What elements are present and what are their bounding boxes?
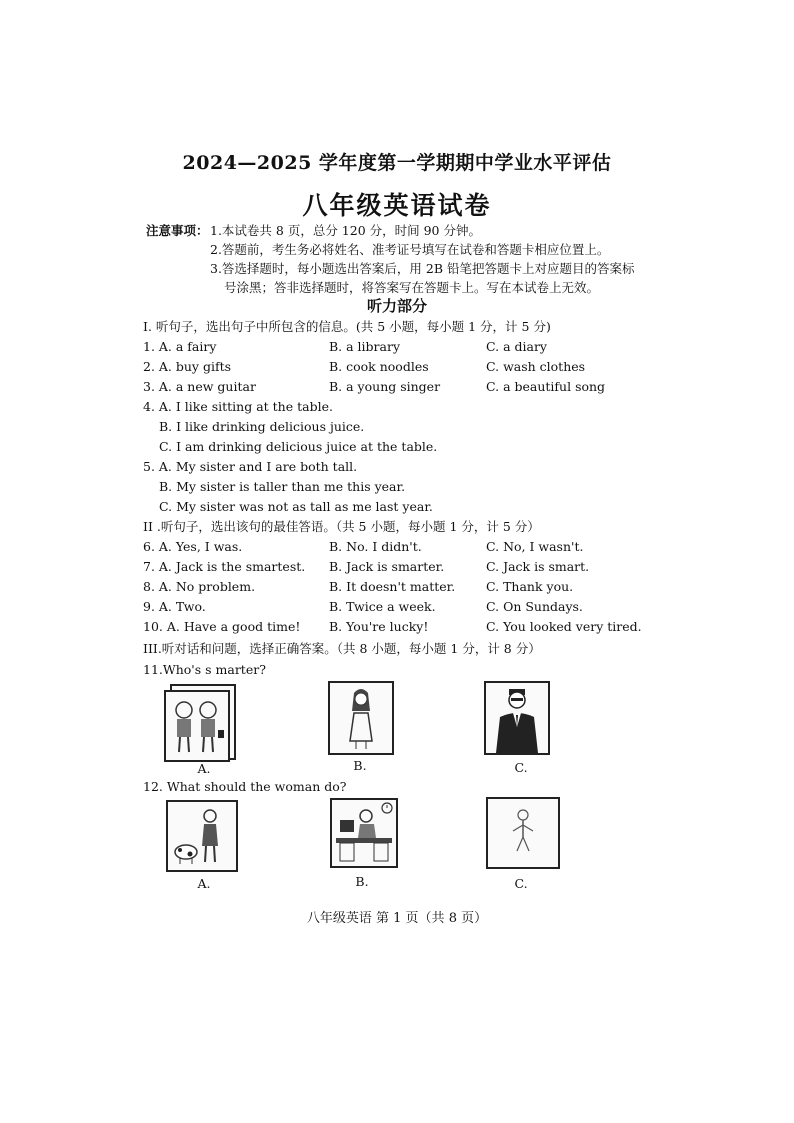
question-row xyxy=(143,357,663,377)
part1-section xyxy=(143,317,663,517)
option-a: 3. A. a new guitar xyxy=(143,379,256,394)
question-row xyxy=(143,337,663,357)
q12-label-a: A. xyxy=(197,876,211,891)
woman-with-dog-icon xyxy=(168,802,236,870)
option-c: C. Thank you. xyxy=(486,579,574,594)
option-a: 8. A. No problem. xyxy=(143,579,256,594)
option-a: 1. A. a fairy xyxy=(143,339,217,354)
question-row xyxy=(143,557,663,577)
option-b: B. You're lucky! xyxy=(329,619,429,634)
page-footer: 八年级英语 第 1 页（共 8 页） xyxy=(306,911,488,926)
option-c: C. I am drinking delicious juice at the table. xyxy=(159,439,438,454)
note-item: 号涂黑；答非选择题时，将答案写在答题卡上。写在本试卷上无效。 xyxy=(224,280,600,295)
q11-picture-b xyxy=(328,681,394,755)
man-in-suit-icon xyxy=(486,683,548,753)
option-b: B. No. I didn't. xyxy=(329,539,422,554)
part2-section xyxy=(143,517,663,637)
option-b: B. My sister is taller than me this year. xyxy=(159,479,406,494)
woman-exercising-icon xyxy=(488,799,558,867)
option-b: B. I like drinking delicious juice. xyxy=(159,419,365,434)
notes-label: 注意事项： xyxy=(146,223,209,238)
part3-title: III.听对话和问题，选择正确答案。（共 8 小题，每小题 1 分，计 8 分） xyxy=(143,641,541,656)
note-item: 1.本试卷共 8 页，总分 120 分，时间 90 分钟。 xyxy=(210,223,481,238)
question-12: 12. What should the woman do? xyxy=(143,779,347,794)
option-a: 4. A. I like sitting at the table. xyxy=(143,399,333,414)
option-c: C. You looked very tired. xyxy=(486,619,642,634)
option-a: 2. A. buy gifts xyxy=(143,359,232,374)
option-a: 9. A. Two. xyxy=(143,599,206,614)
two-kids-icon xyxy=(166,692,228,760)
option-c: C. My sister was not as tall as me last year. xyxy=(159,499,433,514)
part1-title: I. 听句子，选出句子中所包含的信息。(共 5 小题，每小题 1 分，计 5 分) xyxy=(143,319,551,334)
q11-label-b: B. xyxy=(353,758,367,773)
option-a: 5. A. My sister and I are both tall. xyxy=(143,459,358,474)
option-b: B. a library xyxy=(329,339,401,354)
q12-picture-c xyxy=(486,797,560,869)
q12-label-b: B. xyxy=(355,874,369,889)
part3-section xyxy=(143,639,663,659)
exam-subtitle: 八年级英语试卷 xyxy=(302,191,492,220)
option-b: B. Jack is smarter. xyxy=(329,559,445,574)
woman-at-desk-icon xyxy=(332,800,396,866)
option-b: B. cook noodles xyxy=(329,359,429,374)
question-row xyxy=(143,377,663,397)
option-a: 7. A. Jack is the smartest. xyxy=(143,559,306,574)
q12-label-c: C. xyxy=(514,876,528,891)
q12-picture-a xyxy=(166,800,238,872)
question-row xyxy=(143,617,663,637)
q12-picture-b xyxy=(330,798,398,868)
exam-title: 2024—2025 学年度第一学期期中学业水平评估 xyxy=(182,152,612,174)
option-c: C. wash clothes xyxy=(486,359,586,374)
q11-picture-c xyxy=(484,681,550,755)
option-b: B. It doesn't matter. xyxy=(329,579,456,594)
q11-picture-a xyxy=(164,690,230,762)
option-b: B. a young singer xyxy=(329,379,441,394)
notes-section xyxy=(146,221,666,297)
option-c: C. a beautiful song xyxy=(486,379,606,394)
question-row xyxy=(143,597,663,617)
girl-icon xyxy=(330,683,392,753)
listening-heading: 听力部分 xyxy=(366,297,427,315)
option-a: 10. A. Have a good time! xyxy=(143,619,301,634)
part2-title: II .听句子，选出该句的最佳答语。（共 5 小题，每小题 1 分，计 5 分） xyxy=(143,519,540,534)
question-row xyxy=(143,577,663,597)
question-11: 11.Who's s marter? xyxy=(143,662,266,677)
option-c: C. Jack is smart. xyxy=(486,559,590,574)
q11-label-c: C. xyxy=(514,760,528,775)
q11-label-a: A. xyxy=(197,761,211,776)
question-row xyxy=(143,537,663,557)
option-b: B. Twice a week. xyxy=(329,599,436,614)
option-c: C. No, I wasn't. xyxy=(486,539,584,554)
option-c: C. On Sundays. xyxy=(486,599,583,614)
note-item: 3.答选择题时，每小题选出答案后，用 2B 铅笔把答题卡上对应题目的答案标 xyxy=(210,261,635,276)
note-item: 2.答题前，考生务必将姓名、准考证号填写在试卷和答题卡相应位置上。 xyxy=(210,242,610,257)
option-a: 6. A. Yes, I was. xyxy=(143,539,243,554)
option-c: C. a diary xyxy=(486,339,547,354)
